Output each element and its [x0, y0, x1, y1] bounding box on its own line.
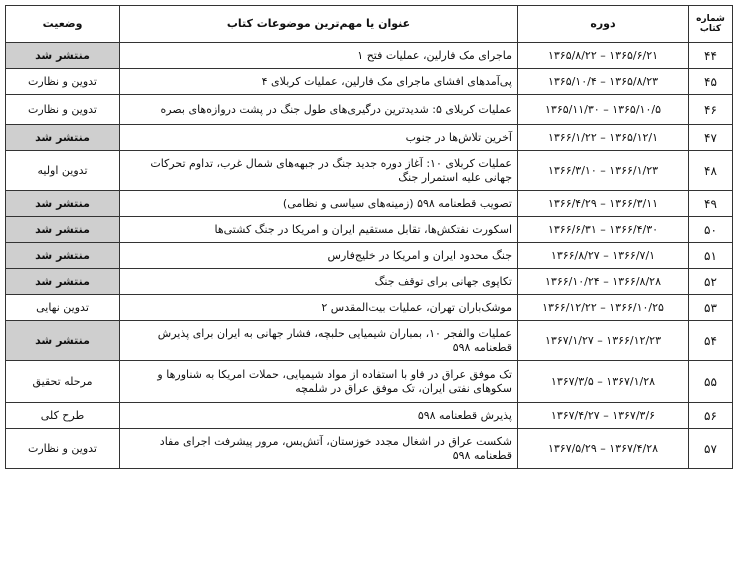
row-topic: پذیرش قطعنامه ۵۹۸	[120, 403, 518, 429]
table-row	[6, 295, 733, 321]
row-topic: شکست عراق در اشغال مجدد خوزستان، آتش‌بس، مرور پیشرفت اجرای مفاد قطعنامه ۵۹۸	[120, 429, 518, 469]
row-status: مرحله تحقیق	[6, 361, 120, 403]
row-period: ۱۳۶۵/۸/۲۳ – ۱۳۶۵/۱۰/۴	[518, 69, 689, 95]
row-number: ۴۷	[689, 125, 733, 151]
table-row	[6, 403, 733, 429]
row-period: ۱۳۶۶/۸/۲۸ – ۱۳۶۶/۱۰/۲۴	[518, 269, 689, 295]
header-book-number-line1: شماره	[696, 14, 725, 24]
row-topic: موشک‌باران تهران، عملیات بیت‌المقدس ۲	[120, 295, 518, 321]
row-period: ۱۳۶۶/۱۰/۲۵ – ۱۳۶۶/۱۲/۲۲	[518, 295, 689, 321]
row-topic: اسکورت نفتکش‌ها، تقابل مستقیم ایران و امریکا در جنگ کشتی‌ها	[120, 217, 518, 243]
row-status: منتشر شد	[6, 43, 120, 69]
row-status: تدوین و نظارت	[6, 429, 120, 469]
row-period: ۱۳۶۶/۳/۱۱ – ۱۳۶۶/۴/۲۹	[518, 191, 689, 217]
row-status: تدوین و نظارت	[6, 69, 120, 95]
row-number: ۵۱	[689, 243, 733, 269]
table-row	[6, 43, 733, 69]
row-number: ۴۶	[689, 95, 733, 125]
row-period: ۱۳۶۵/۶/۲۱ – ۱۳۶۵/۸/۲۲	[518, 43, 689, 69]
row-period: ۱۳۶۶/۱۲/۲۳ – ۱۳۶۷/۱/۲۷	[518, 321, 689, 361]
table-row	[6, 217, 733, 243]
row-period: ۱۳۶۵/۱۲/۱ – ۱۳۶۶/۱/۲۲	[518, 125, 689, 151]
row-status: منتشر شد	[6, 243, 120, 269]
row-period: ۱۳۶۷/۳/۶ – ۱۳۶۷/۴/۲۷	[518, 403, 689, 429]
row-number: ۵۰	[689, 217, 733, 243]
table-row	[6, 95, 733, 125]
table-header-row	[6, 6, 733, 43]
table-row	[6, 69, 733, 95]
header-period: دوره	[518, 6, 689, 43]
row-topic: تصویب قطعنامه ۵۹۸ (زمینه‌های سیاسی و نظامی)	[120, 191, 518, 217]
row-status: منتشر شد	[6, 191, 120, 217]
table-row	[6, 361, 733, 403]
row-topic: عملیات کربلای ۱۰: آغاز دوره جدید جنگ در جبهه‌های شمال غرب، تداوم تحرکات جهانی علیه استمرار جنگ	[120, 151, 518, 191]
row-period: ۱۳۶۵/۱۰/۵ – ۱۳۶۵/۱۱/۳۰	[518, 95, 689, 125]
row-topic: تکاپوی جهانی برای توقف جنگ	[120, 269, 518, 295]
row-status: تدوین و نظارت	[6, 95, 120, 125]
row-period: ۱۳۶۷/۴/۲۸ – ۱۳۶۷/۵/۲۹	[518, 429, 689, 469]
row-number: ۴۹	[689, 191, 733, 217]
row-topic: عملیات والفجر ۱۰، بمباران شیمیایی حلبچه، فشار جهانی به ایران برای پذیرش قطعنامه ۵۹۸	[120, 321, 518, 361]
row-status: منتشر شد	[6, 125, 120, 151]
row-topic: پی‌آمدهای افشای ماجرای مک فارلین، عملیات کربلای ۴	[120, 69, 518, 95]
row-number: ۵۲	[689, 269, 733, 295]
row-number: ۵۶	[689, 403, 733, 429]
row-number: ۵۵	[689, 361, 733, 403]
row-status: تدوین نهایی	[6, 295, 120, 321]
row-topic: آخرین تلاش‌ها در جنوب	[120, 125, 518, 151]
table-row	[6, 151, 733, 191]
row-status: منتشر شد	[6, 217, 120, 243]
header-topic: عنوان یا مهم‌ترین موضوعات کتاب	[120, 6, 518, 43]
header-status: وضعیت	[6, 6, 120, 43]
row-number: ۴۵	[689, 69, 733, 95]
header-book-number	[689, 6, 733, 43]
row-period: ۱۳۶۷/۱/۲۸ – ۱۳۶۷/۳/۵	[518, 361, 689, 403]
table-row	[6, 269, 733, 295]
row-topic: جنگ محدود ایران و امریکا در خلیج‌فارس	[120, 243, 518, 269]
row-period: ۱۳۶۶/۱/۲۳ – ۱۳۶۶/۳/۱۰	[518, 151, 689, 191]
row-number: ۵۴	[689, 321, 733, 361]
row-topic: ماجرای مک فارلین، عملیات فتح ۱	[120, 43, 518, 69]
row-period: ۱۳۶۶/۷/۱ – ۱۳۶۶/۸/۲۷	[518, 243, 689, 269]
table-row	[6, 321, 733, 361]
row-status: طرح کلی	[6, 403, 120, 429]
header-book-number-line2: کتاب	[699, 24, 722, 34]
table-row	[6, 429, 733, 469]
row-topic: عملیات کربلای ۵: شدیدترین درگیری‌های طول جنگ در پشت دروازه‌های بصره	[120, 95, 518, 125]
row-number: ۴۴	[689, 43, 733, 69]
row-topic: تک موفق عراق در فاو با استفاده از مواد شیمیایی، حملات امریکا به شناورها و سکوهای نفتی ایران، تک موفق عراق در شلمچه	[120, 361, 518, 403]
row-number: ۵۳	[689, 295, 733, 321]
table-row	[6, 243, 733, 269]
row-number: ۵۷	[689, 429, 733, 469]
row-status: منتشر شد	[6, 321, 120, 361]
books-table	[5, 5, 733, 469]
row-status: تدوین اولیه	[6, 151, 120, 191]
row-period: ۱۳۶۶/۴/۳۰ – ۱۳۶۶/۶/۳۱	[518, 217, 689, 243]
row-number: ۴۸	[689, 151, 733, 191]
row-status: منتشر شد	[6, 269, 120, 295]
table-row	[6, 191, 733, 217]
table-row	[6, 125, 733, 151]
